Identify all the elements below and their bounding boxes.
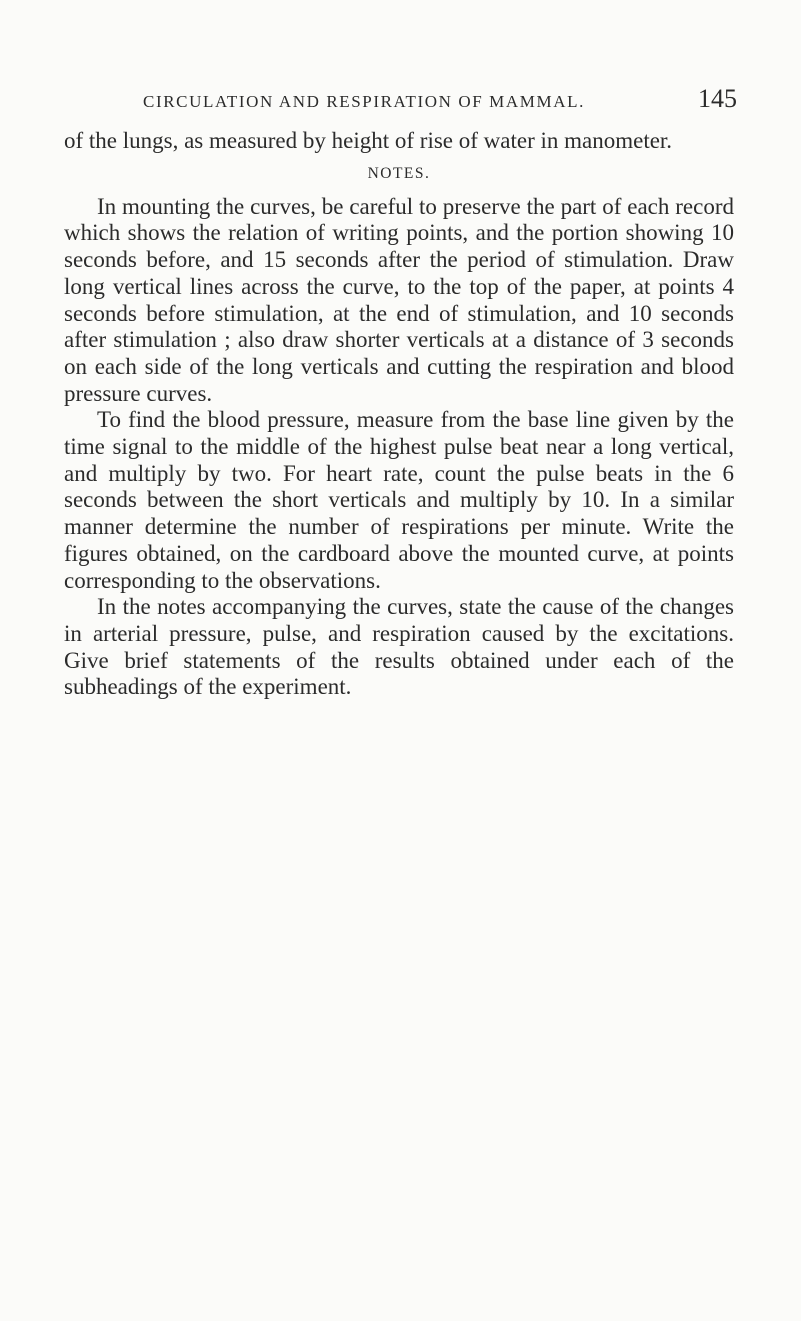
paragraph-mounting-curves: In mounting the curves, be careful to preserve the part of each record which shows the relation of writing points, and the portion showing 10 seconds before, and 15 seconds after the period of stimulation. Draw long vertical lines across the curve, to the top of the paper, at points 4 seconds before stimulation, at the end of stimulation, and 10 seconds after stimulation ; also draw shorter verticals at a distance of 3 seconds on each side of the long verticals and cutting the respiration and blood pressure curves.	[64, 193, 734, 406]
notes-heading: NOTES.	[367, 164, 431, 182]
page-number: 145	[698, 84, 737, 113]
opening-paragraph: of the lungs, as measured by height of rise of water in manometer.	[64, 128, 673, 153]
paragraph-blood-pressure: To find the blood pressure, measure from the base line given by the time signal to the middle of the highest pulse beat near a long vertical, and multiply by two. For heart rate, count the pulse beats in the 6 seconds between the short verticals and multiply by 10. In a similar manner determine the number of respirations per minute. Write the figures obtained, on the cardboard above the mounted curve, at points corresponding to the observations.	[64, 407, 734, 593]
page-body	[64, 128, 734, 701]
running-head: CIRCULATION AND RESPIRATION OF MAMMAL.	[143, 92, 585, 111]
paragraph-notes-instructions: In the notes accompanying the curves, state the cause of the changes in arterial pressure, pulse, and respiration caused by the excitations. Give brief statements of the results obtained under each of the subheadings of the experiment.	[64, 594, 734, 700]
